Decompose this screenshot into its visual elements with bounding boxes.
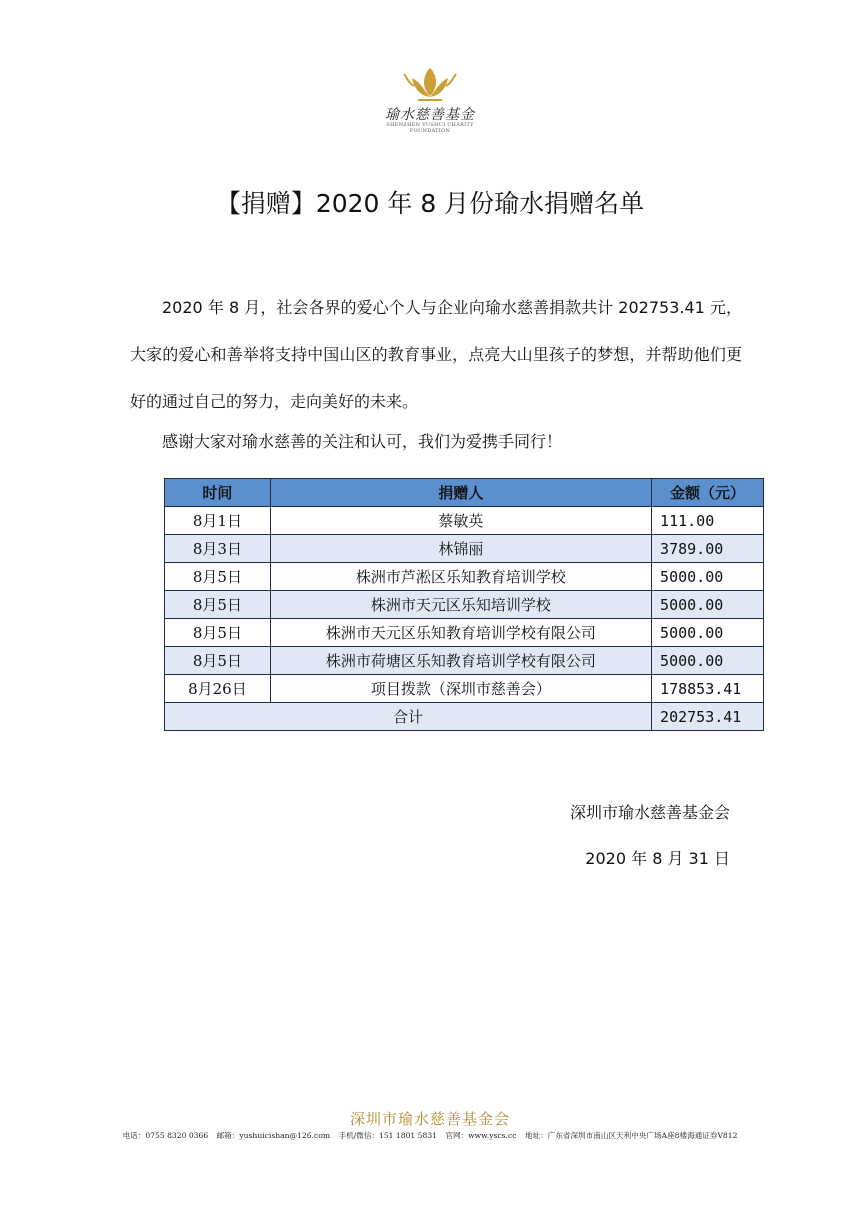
row-amount: 178853.41	[652, 675, 764, 703]
table-row	[165, 619, 764, 647]
row-donor: 林锦丽	[270, 535, 651, 563]
row-date: 8月5日	[165, 647, 271, 675]
row-amount: 111.00	[652, 507, 764, 535]
signature-org: 深圳市瑜水慈善基金会	[569, 803, 730, 822]
row-amount: 5000.00	[652, 563, 764, 591]
signature-date: 2020 年 8 月 31 日	[585, 849, 730, 868]
total-label: 合计	[165, 703, 652, 731]
total-amount: 202753.41	[652, 703, 764, 731]
logo-name: 瑜水慈善基金	[385, 107, 475, 123]
table-header-row	[165, 479, 764, 507]
header-date: 时间	[165, 479, 271, 507]
footer-email: 邮箱：yushuicishan@126.com	[216, 1131, 331, 1140]
footer-org-name: 深圳市瑜水慈善基金会	[349, 1110, 510, 1128]
header-donor: 捐赠人	[270, 479, 651, 507]
thanks-paragraph: 感谢大家对瑜水慈善的关注和认可，我们为爱携手同行！	[162, 432, 563, 451]
row-donor: 株洲市天元区乐知教育培训学校有限公司	[270, 619, 651, 647]
row-date: 8月3日	[165, 535, 271, 563]
header-amount: 金额（元）	[652, 479, 764, 507]
table-row	[165, 507, 764, 535]
row-donor: 株洲市芦淞区乐知教育培训学校	[270, 563, 651, 591]
row-date: 8月26日	[165, 675, 271, 703]
logo-subtitle: SHENZHEN YUSHUI CHARITY FOUNDATION	[386, 122, 474, 134]
footer-mobile: 手机/微信：151 1801 5831	[338, 1131, 437, 1140]
footer-phone: 电话：0755 8320 0366	[122, 1131, 209, 1140]
footer-contact	[0, 1130, 860, 1141]
row-amount: 5000.00	[652, 619, 764, 647]
table-row	[165, 563, 764, 591]
footer-address: 地址：广东省深圳市南山区天利中央广场A座8楼海通证券V812	[524, 1131, 738, 1140]
table-total-row	[165, 703, 764, 731]
table-row	[165, 535, 764, 563]
row-donor: 项目拨款（深圳市慈善会）	[270, 675, 651, 703]
row-donor: 株洲市荷塘区乐知教育培训学校有限公司	[270, 647, 651, 675]
row-amount: 5000.00	[652, 591, 764, 619]
footer-website: 官网：www.yscs.cc	[445, 1131, 517, 1140]
table-row	[165, 591, 764, 619]
row-amount: 5000.00	[652, 647, 764, 675]
row-amount: 3789.00	[652, 535, 764, 563]
table-row	[165, 675, 764, 703]
row-date: 8月5日	[165, 563, 271, 591]
lotus-logo-icon	[400, 64, 460, 104]
row-donor: 蔡敏英	[270, 507, 651, 535]
row-date: 8月5日	[165, 619, 271, 647]
row-date: 8月1日	[165, 507, 271, 535]
intro-paragraph: 2020 年 8 月，社会各界的爱心个人与企业向瑜水慈善捐款共计 202753.41 元，大家的爱心和善举将支持中国山区的教育事业，点亮大山里孩子的梦想，并帮助他们更好的通过自己的努力，走向美好的未来。	[130, 298, 742, 411]
table-row	[165, 647, 764, 675]
row-donor: 株洲市天元区乐知培训学校	[270, 591, 651, 619]
page-title: 【捐赠】2020 年 8 月份瑜水捐赠名单	[215, 189, 645, 218]
donation-table	[164, 478, 764, 731]
foundation-logo	[370, 64, 490, 134]
row-date: 8月5日	[165, 591, 271, 619]
